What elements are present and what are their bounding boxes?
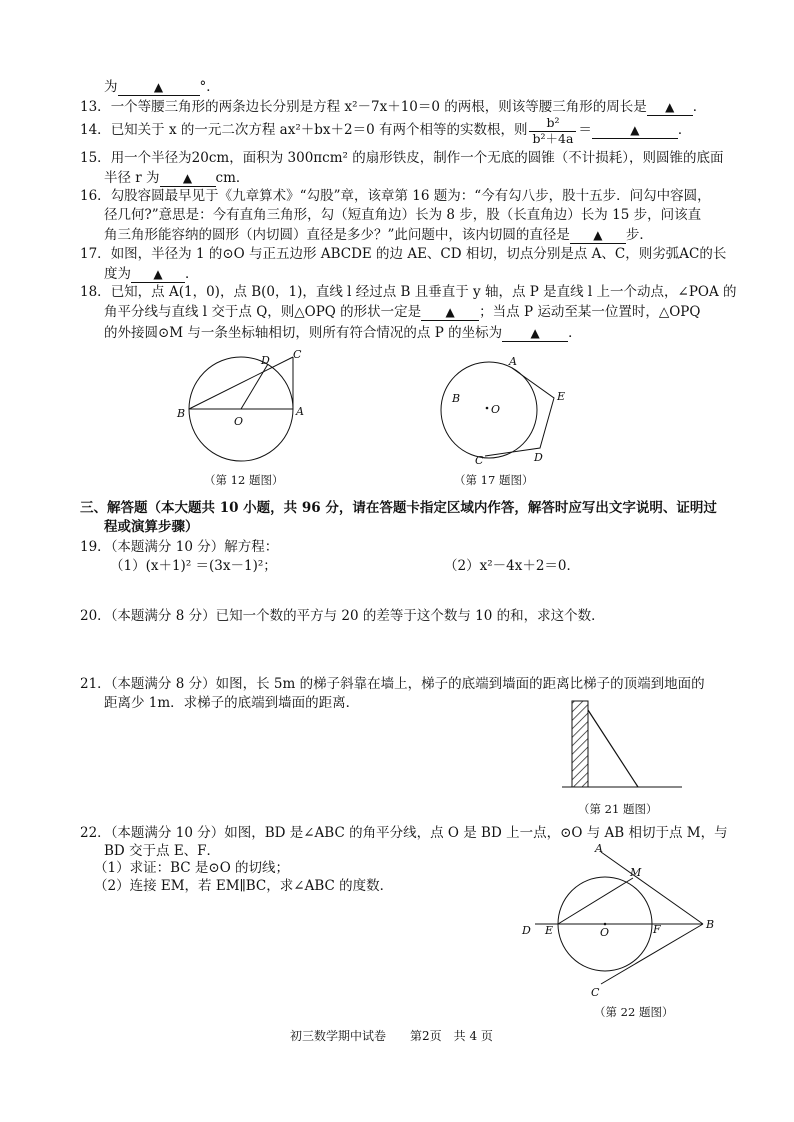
- question-number: 16．: [80, 188, 111, 204]
- fig17-center-dot: [486, 407, 489, 410]
- q12-prefix: 为: [104, 79, 118, 95]
- question-13: [80, 100, 706, 116]
- question-21-line2: 距离少 1m．求梯子的底端到墙面的距离．: [104, 695, 360, 711]
- fig12-label-c: C: [293, 348, 302, 361]
- fraction-numerator: b²: [529, 117, 576, 132]
- figure-22-caption: （第 22 题图）: [594, 1005, 674, 1019]
- question-19-part-2: （2）x²－4x＋2＝0．: [444, 558, 580, 574]
- fig12-line-od: [241, 364, 268, 409]
- question-number: 20．: [80, 608, 111, 624]
- question-21: [80, 678, 705, 692]
- fig17-label-e: E: [557, 390, 566, 403]
- question-number: 17．: [80, 246, 111, 262]
- fig12-label-o: O: [234, 415, 244, 428]
- question-text: 角平分线与直线 l 交于点 Q，则△OPQ 的形状一定是: [104, 304, 422, 320]
- q14-answer-blank: [592, 123, 678, 139]
- q13-answer-blank: [647, 100, 693, 116]
- answer-marker: ▲: [182, 171, 193, 185]
- question-text: 的外接圆⊙M 与一条坐标轴相切，则所有符合情况的点 P 的坐标为: [104, 325, 503, 341]
- question-text: 如图，半径为 1 的⊙O 与正五边形 ABCDE 的边 AE、CD 相切，切点分别是点 A、C，则劣弧AC的长: [110, 246, 727, 262]
- answer-marker: ▲: [593, 228, 603, 242]
- question-19-part-1: （1）(x＋1)² ＝(3x－1)²；: [110, 558, 277, 574]
- question-22: [80, 827, 728, 841]
- question-18-line3: [104, 326, 582, 342]
- fig21-wall: [572, 701, 588, 787]
- fig21-ladder: [588, 710, 638, 787]
- fig22-label-m: M: [630, 866, 642, 879]
- fig17-label-a: A: [509, 355, 517, 368]
- fig12-line-bc: [189, 357, 293, 409]
- page-footer: 初三数学期中试卷 第2页 共 4 页: [290, 1029, 493, 1043]
- q18-answer-blank-1: [421, 305, 479, 321]
- question-text: 径几何?”意思是：今有直角三角形，勾（短直角边）长为 8 步，股（长直角边）长为 15 步，问该直: [104, 207, 702, 223]
- fig17-label-o: O: [491, 403, 501, 416]
- question-number: 14．: [80, 122, 111, 139]
- figure-12-caption: （第 12 题图）: [204, 473, 284, 487]
- fig17-circle: [441, 362, 537, 458]
- fig22-label-e: E: [545, 924, 554, 937]
- question-15-line2: [104, 171, 249, 187]
- fig17-label-c: C: [475, 454, 484, 467]
- fig12-label-a: A: [296, 405, 304, 418]
- fig22-line-em: [558, 878, 633, 924]
- q16-suffix: 步．: [625, 227, 653, 243]
- question-15: [80, 152, 723, 166]
- answer-marker: ▲: [630, 123, 640, 138]
- q18-suffix: ．: [568, 325, 582, 341]
- answer-marker: ▲: [445, 305, 455, 319]
- fraction-denominator: b²＋4a: [532, 130, 574, 146]
- question-20: [80, 610, 605, 624]
- question-22-part-2: （2）连接 EM，若 EM∥BC，求∠ABC 的度数．: [94, 878, 394, 894]
- question-text: 半径 r 为: [104, 170, 160, 186]
- question-text: （本题满分 8 分）已知一个数的平方与 20 的差等于这个数与 10 的和，求这个数．: [110, 608, 605, 624]
- q16-answer-blank: [570, 228, 626, 244]
- figure-21-caption: （第 21 题图）: [578, 802, 658, 816]
- figure-12: [170, 345, 320, 470]
- question-text: 用一个半径为20cm，面积为 300πcm² 的扇形铁皮，制作一个无底的圆锥（不计损耗），则圆锥的底面: [110, 150, 724, 166]
- answer-marker: ▲: [153, 80, 164, 94]
- question-16-line3: [104, 228, 653, 244]
- fig22-label-a: A: [595, 842, 603, 855]
- question-text: 角三角形能容纳的圆形（内切圆）直径是多少？”此问题中，该内切圆的直径是: [104, 227, 570, 243]
- question-18: [80, 286, 737, 300]
- fig22-label-f: F: [653, 923, 661, 936]
- fig22-line-bc: [601, 924, 703, 984]
- answer-marker: ▲: [665, 100, 675, 114]
- q12-suffix: °．: [199, 79, 220, 95]
- question-text: （本题满分 8 分）如图，长 5m 的梯子斜靠在墙上，梯子的底端到墙面的距离比梯子的顶端到地面的: [110, 676, 705, 692]
- q18-answer-blank-2: [502, 326, 568, 342]
- question-number: 15．: [80, 150, 111, 166]
- question-number: 19．: [80, 539, 111, 555]
- fig17-label-b: B: [452, 392, 461, 405]
- question-number: 22．: [80, 825, 111, 841]
- question-number: 13．: [80, 99, 111, 115]
- question-18-line2: [104, 305, 700, 321]
- fig22-label-b: B: [706, 918, 715, 931]
- q17-suffix: ．: [185, 266, 199, 282]
- fig12-label-b: B: [177, 407, 186, 420]
- question-17-line2: [104, 267, 199, 283]
- question-16: [80, 190, 711, 204]
- question-text: 勾股容圆最早见于《九章算术》“勾股”章，该章第 16 题为：“今有勾八步，股十五步．问勾中容圆，: [110, 188, 711, 204]
- question-number: 18．: [80, 284, 111, 300]
- q12-answer-blank: [118, 80, 200, 96]
- fig12-label-d: D: [261, 354, 270, 367]
- question-text: ；当点 P 运动至某一位置时，△OPQ: [479, 304, 701, 320]
- fig17-label-d: D: [534, 451, 543, 464]
- q14-equals: ＝: [578, 122, 592, 139]
- section-3-heading-line2: 程或演算步骤）: [104, 519, 199, 535]
- question-number: 21．: [80, 676, 111, 692]
- question-text: 已知，点 A(1，0)，点 B(0，1)，直线 l 经过点 B 且垂直于 y 轴，点 P 是直线 l 上一个动点，∠POA 的: [110, 284, 737, 300]
- q13-end: ．: [692, 99, 707, 115]
- question-22-line2: BD 交于点 E、F．: [104, 843, 221, 859]
- q14-end: ．: [677, 122, 692, 139]
- fig22-label-c: C: [591, 986, 600, 999]
- fig22-label-o: O: [600, 926, 610, 939]
- figure-17-caption: （第 17 题图）: [454, 473, 534, 487]
- question-text: 已知关于 x 的一元二次方程 ax²＋bx＋2＝0 有两个相等的实数根，则: [110, 122, 528, 139]
- answer-marker: ▲: [530, 326, 540, 340]
- question-16-line2: [104, 209, 701, 223]
- q15-answer-blank: [160, 171, 216, 187]
- answer-marker: ▲: [153, 267, 163, 281]
- question-17: [80, 248, 726, 262]
- question-19: [80, 541, 278, 555]
- section-3-heading: 三、解答题（本大题共 10 小题，共 96 分，请在答题卡指定区域内作答，解答时应写出文字说明、证明过: [80, 500, 717, 516]
- question-text: 一个等腰三角形的两条边长分别是方程 x²－7x＋10＝0 的两根，则该等腰三角形的周长是: [110, 99, 647, 115]
- fig22-center-dot: [604, 923, 607, 926]
- q14-fraction: [529, 117, 576, 145]
- question-text: （本题满分 10 分）解方程：: [110, 539, 279, 555]
- q15-suffix: cm．: [215, 170, 250, 186]
- fig22-label-d: D: [522, 924, 531, 937]
- question-14: [80, 116, 691, 146]
- figure-17: [430, 350, 580, 470]
- question-text: 度为: [104, 266, 131, 282]
- q12-answer-line: [104, 80, 220, 96]
- q17-answer-blank: [131, 267, 185, 283]
- question-text: （本题满分 10 分）如图，BD 是∠ABC 的角平分线，点 O 是 BD 上一点，⊙O 与 AB 相切于点 M，与: [110, 825, 728, 841]
- figure-21: [560, 698, 690, 793]
- figure-22: [515, 840, 720, 1000]
- question-22-part-1: （1）求证：BC 是⊙O 的切线；: [94, 860, 290, 876]
